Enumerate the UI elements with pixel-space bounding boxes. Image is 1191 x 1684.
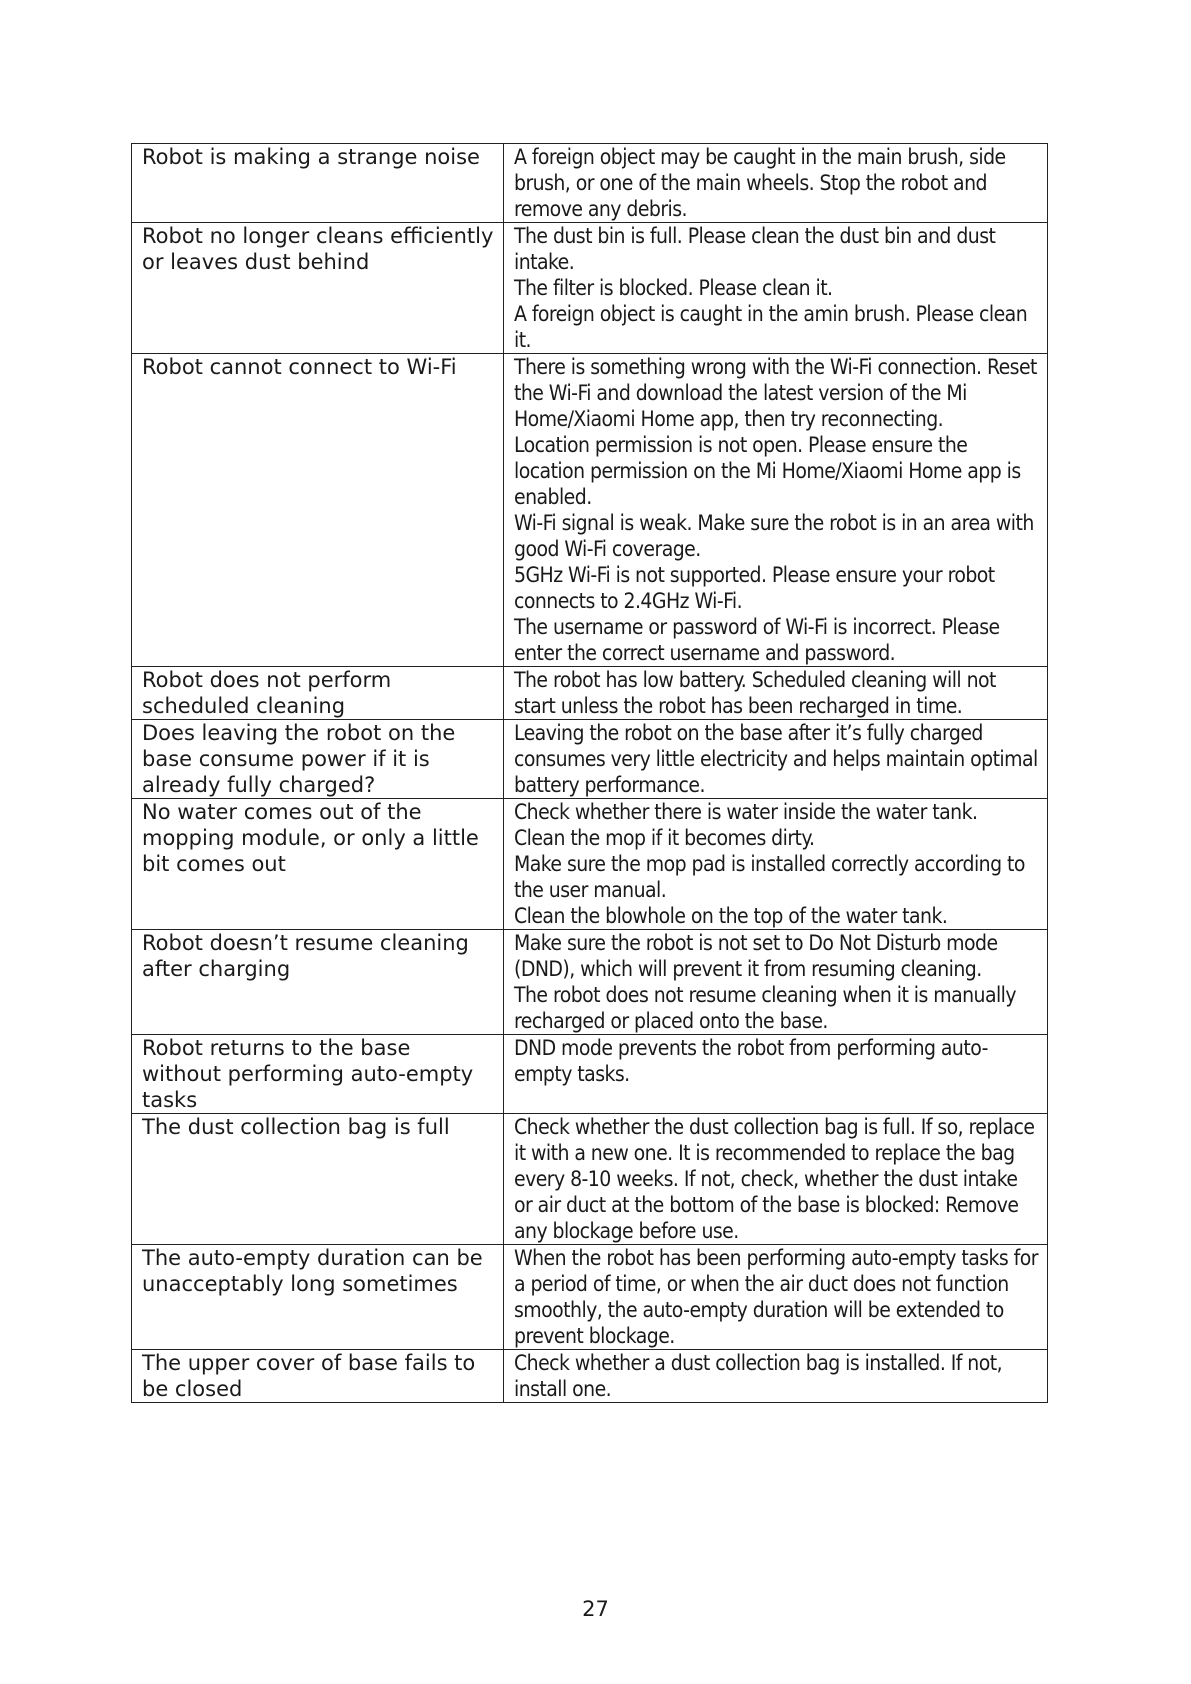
solution-text: Make sure the robot is not set to Do Not Disturb mode (DND), which will prevent it from resuming cleaning.	[514, 931, 998, 981]
solution-text: Location permission is not open. Please ensure the location permission on the Mi Home/Xiaomi Home app is enabled.	[514, 433, 1021, 509]
solution-text: 5GHz Wi-Fi is not supported. Please ensure your robot connects to 2.4GHz Wi-Fi.	[514, 563, 995, 613]
solution-text: A foreign object is caught in the amin brush. Please clean it.	[514, 302, 1028, 352]
solution-text: Check whether a dust collection bag is installed. If not, install one.	[514, 1351, 1003, 1401]
problem-cell: No water comes out of the mopping module, or only a little bit comes out	[132, 799, 504, 930]
table-row	[132, 1245, 1048, 1350]
table-row	[132, 354, 1048, 667]
solution-cell	[504, 144, 1048, 223]
solution-text: There is something wrong with the Wi-Fi connection. Reset the Wi-Fi and download the latest version of the Mi Home/Xiaomi Home app, then try reconnecting.	[514, 355, 1037, 431]
problem-cell: The dust collection bag is full	[132, 1114, 504, 1245]
solution-text: The username or password of Wi-Fi is incorrect. Please enter the correct username and password.	[514, 615, 1000, 665]
solution-text: Check whether there is water inside the water tank.	[514, 800, 978, 824]
solution-text: Make sure the mop pad is installed correctly according to the user manual.	[514, 852, 1025, 902]
solution-text: Leaving the robot on the base after it’s fully charged consumes very little electricity and helps maintain optimal battery performance.	[514, 721, 1038, 797]
problem-cell: Robot returns to the base without performing auto-empty tasks	[132, 1035, 504, 1114]
table-row	[132, 1114, 1048, 1245]
solution-cell	[504, 720, 1048, 799]
problem-cell: Robot doesn’t resume cleaning after charging	[132, 930, 504, 1035]
solution-text: The robot does not resume cleaning when it is manually recharged or placed onto the base.	[514, 983, 1016, 1033]
solution-text: Wi-Fi signal is weak. Make sure the robot is in an area with good Wi-Fi coverage.	[514, 511, 1034, 561]
page-number: 27	[582, 1597, 609, 1621]
solution-cell	[504, 799, 1048, 930]
solution-text: DND mode prevents the robot from performing auto-empty tasks.	[514, 1036, 988, 1086]
table-row	[132, 1035, 1048, 1114]
table-row	[132, 667, 1048, 720]
solution-cell	[504, 667, 1048, 720]
solution-text: Clean the mop if it becomes dirty.	[514, 826, 815, 850]
solution-text: Clean the blowhole on the top of the water tank.	[514, 904, 948, 928]
solution-cell	[504, 1035, 1048, 1114]
table-row	[132, 799, 1048, 930]
solution-cell	[504, 1114, 1048, 1245]
problem-cell: Does leaving the robot on the base consume power if it is already fully charged?	[132, 720, 504, 799]
table-row	[132, 144, 1048, 223]
troubleshooting-table	[131, 143, 1048, 1403]
solution-cell	[504, 354, 1048, 667]
solution-cell	[504, 930, 1048, 1035]
table-row	[132, 930, 1048, 1035]
solution-text: The robot has low battery. Scheduled cleaning will not start unless the robot has been recharged in time.	[514, 668, 996, 718]
problem-cell: Robot cannot connect to Wi-Fi	[132, 354, 504, 667]
solution-cell	[504, 1350, 1048, 1403]
problem-cell: The upper cover of base fails to be closed	[132, 1350, 504, 1403]
solution-text: The dust bin is full. Please clean the dust bin and dust intake.	[514, 224, 996, 274]
table-row	[132, 223, 1048, 354]
table-row	[132, 1350, 1048, 1403]
problem-cell: Robot does not perform scheduled cleaning	[132, 667, 504, 720]
solution-text: Check whether the dust collection bag is full. If so, replace it with a new one. It is recommended to replace the bag every 8-10 weeks. If not, check, whether the dust intake or air duct at the bottom of the base is blocked: Remove any blockage before use.	[514, 1115, 1035, 1243]
solution-cell	[504, 1245, 1048, 1350]
problem-cell: Robot is making a strange noise	[132, 144, 504, 223]
solution-cell	[504, 223, 1048, 354]
table-row	[132, 720, 1048, 799]
problem-cell: The auto-empty duration can be unacceptably long sometimes	[132, 1245, 504, 1350]
solution-text: When the robot has been performing auto-empty tasks for a period of time, or when the air duct does not function smoothly, the auto-empty duration will be extended to prevent blockage.	[514, 1246, 1038, 1348]
solution-text: A foreign object may be caught in the main brush, side brush, or one of the main wheels. Stop the robot and remove any debris.	[514, 145, 1006, 221]
problem-cell: Robot no longer cleans efficiently or leaves dust behind	[132, 223, 504, 354]
solution-text: The filter is blocked. Please clean it.	[514, 276, 833, 300]
